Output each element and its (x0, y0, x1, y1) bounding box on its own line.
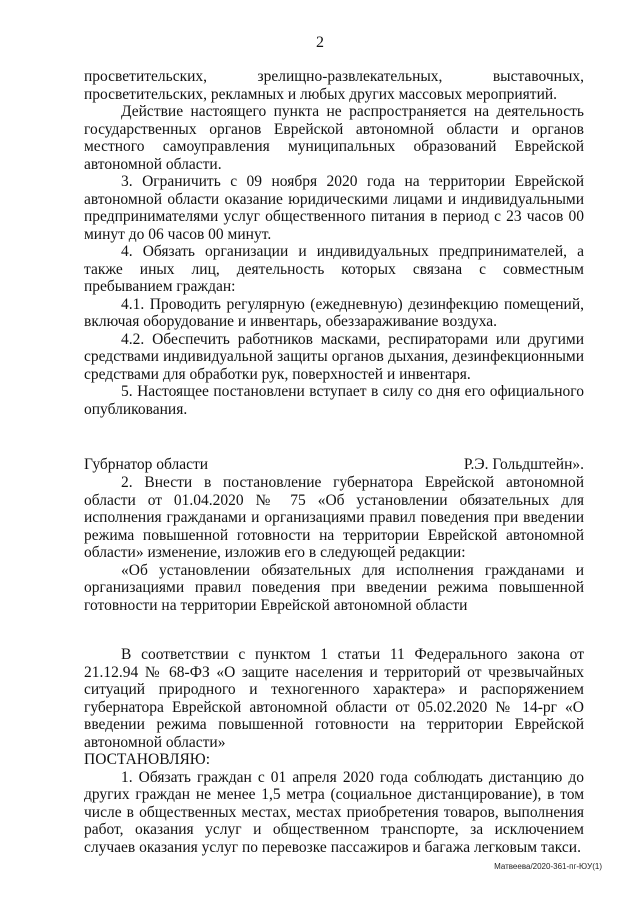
paragraph-continued-line2: просветительских, рекламных и любых других массовых мероприятий. (84, 85, 558, 103)
paragraph-item-4: 4. Обязать организации и индивидуальных предпринимателей, а также иных лиц, деятельность которых связана с совместным пребыванием граждан: (84, 243, 584, 295)
paragraph-item-1: 1. Обязать граждан с 01 апреля 2020 года соблюдать дистанцию до других граждан не менее 1,5 метра (социальное дистанцирование), в том числе в общественных местах, местах приобретения товаров, выполнения работ, оказания услуг и общественном транспорте, за исключением случаев оказания услуг по перевозке пассажиров и багажа легковым такси. (84, 768, 584, 856)
paragraph-item-5: 5. Настоящее постановлени вступает в силу со дня его официального опубликования. (84, 383, 584, 418)
section-resolution (84, 646, 584, 856)
paragraph-legal-basis: В соответствии с пунктом 1 статьи 11 Федерального закона от 21.12.94 № 68-ФЗ «О защите населения и территорий от чрезвычайных ситуаций природного и техногенного характера» и распоряжением губернатора Еврейской автономной области от 05.02.2020 № 14-рг «О введении режима повышенной готовности на территории Еврейской автономной области» (84, 646, 584, 751)
paragraph-exception: Действие настоящего пункта не распространяется на деятельность государственных органов Еврейской автономной области и органов местного самоуправления муниципальных образований Еврейской автономной области. (84, 103, 584, 173)
section-amendment (84, 474, 584, 614)
paragraph-item-3: 3. Ограничить с 09 ноября 2020 года на территории Еврейской автономной области оказание юридическими лицами и индивидуальными предпринимателями услуг общественного питания в период с 23 часов 00 минут до 06 часов 00 минут. (84, 173, 584, 243)
signatory-name: Р.Э. Гольдштейн». (463, 456, 584, 473)
page-number: 2 (316, 34, 324, 51)
resolution-heading: ПОСТАНОВЛЯЮ: (84, 751, 211, 768)
paragraph-item-4-1: 4.1. Проводить регулярную (ежедневную) дезинфекцию помещений, включая оборудование и инвентарь, обеззараживание воздуха. (84, 295, 584, 330)
signature-line (84, 456, 584, 474)
signatory-position: Губрнатор области (84, 456, 209, 473)
paragraph-item-4-2: 4.2. Обеспечить работников масками, респираторами или другими средствами индивидуальной защиты органов дыхания, дезинфекционными средствами для обработки рук, поверхностей и инвентаря. (84, 330, 584, 383)
paragraph-amendment: 2. Внести в постановление губернатора Еврейской автономной области от 01.04.2020 № 75 «Об установлении обязательных для исполнения гражданами и организациями правил поведения при введении режима повышенной готовности на территории Еврейской автономной области» изменение, изложив его в следующей редакции: (84, 474, 584, 561)
paragraph-continued-line1: просветительских, зрелищно-развлекательных, выставочных, (84, 68, 584, 85)
document-code: Матвеева/2020-361-пг-ЮУ(1) (494, 862, 602, 871)
section-restrictions (84, 68, 584, 418)
paragraph-new-title: «Об установлении обязательных для исполнения гражданами и организациями правил поведения при введении режима повышенной готовности на территории Еврейской автономной области (84, 561, 584, 614)
